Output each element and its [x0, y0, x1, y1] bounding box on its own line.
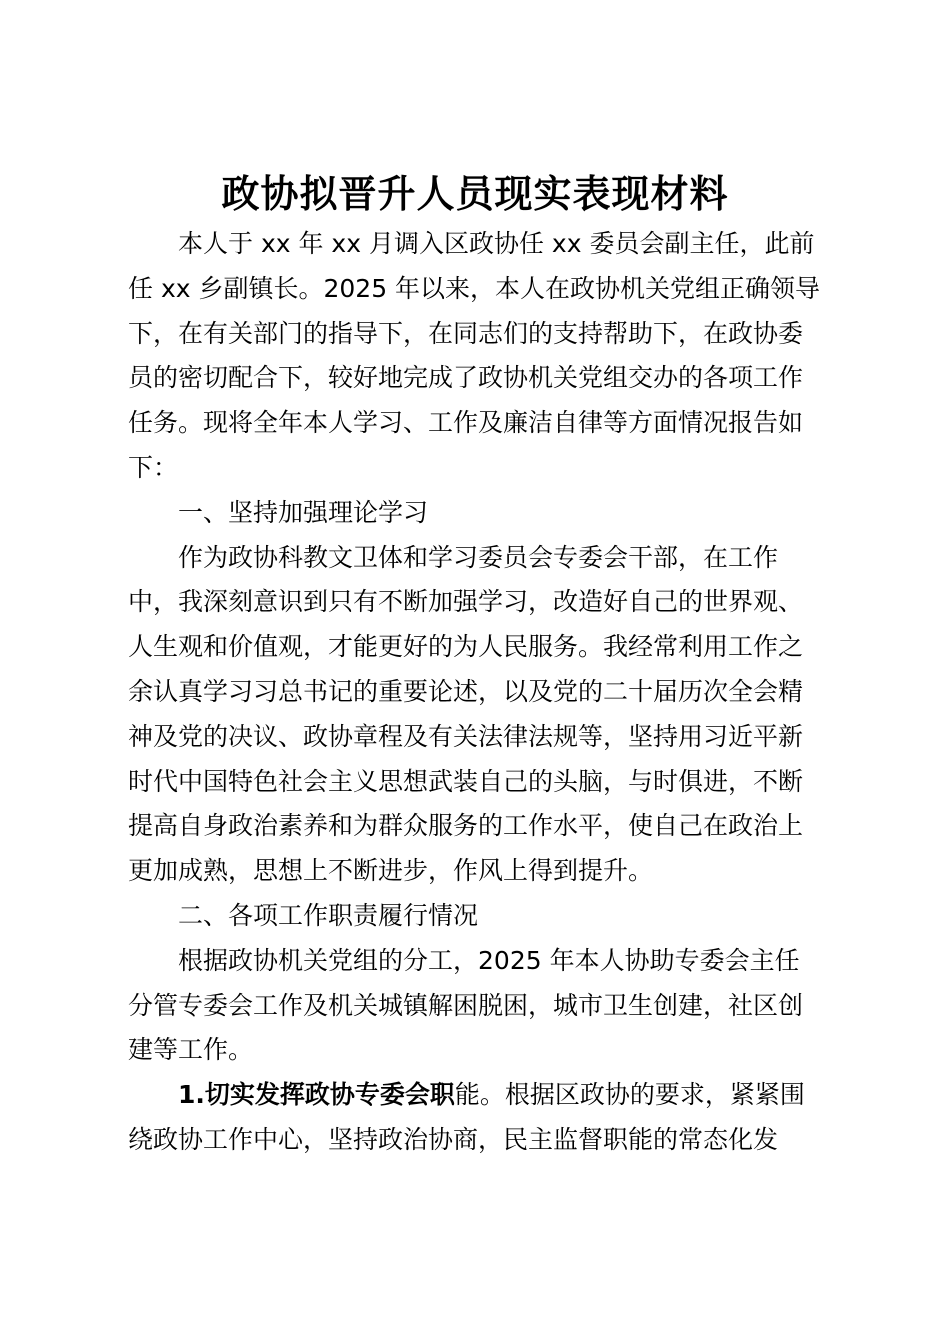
section-heading: 一、坚持加强理论学习 — [178, 497, 429, 527]
subsection-text: 能。根据区政协的要求，紧紧围 — [454, 1080, 805, 1110]
document-title: 政协拟晋升人员现实表现材料 — [221, 171, 729, 216]
paragraph-line: 建等工作。 — [128, 1035, 254, 1065]
paragraph-line: 分管专委会工作及机关城镇解困脱困，城市卫生创建，社区创 — [128, 990, 804, 1020]
document-body — [128, 222, 828, 1163]
section-heading: 二、各项工作职责履行情况 — [178, 900, 479, 930]
paragraph-line: 员的密切配合下，较好地完成了政协机关党组交办的各项工作 — [128, 363, 804, 393]
paragraph-line: 余认真学习习总书记的重要论述，以及党的二十届历次全会精 — [128, 676, 804, 706]
paragraph-line: 任 xx 乡副镇长。2025 年以来，本人在政协机关党组正确领导 — [128, 273, 821, 303]
paragraph-line: 人生观和价值观，才能更好的为人民服务。我经常利用工作之 — [128, 632, 804, 662]
paragraph-line: 下，在有关部门的指导下，在同志们的支持帮助下，在政协委 — [128, 318, 804, 348]
paragraph-line: 作为政协科教文卫体和学习委员会专委会干部，在工作 — [178, 542, 779, 572]
paragraph-line: 中，我深刻意识到只有不断加强学习，改造好自己的世界观、 — [128, 587, 804, 617]
paragraph-line: 提高自身政治素养和为群众服务的工作水平，使自己在政治上 — [128, 811, 804, 841]
paragraph-line: 神及党的决议、政协章程及有关法律法规等，坚持用习近平新 — [128, 721, 804, 751]
subsection-heading: 1.切实发挥政协专委会职 — [178, 1080, 455, 1110]
paragraph-line: 根据政协机关党组的分工，2025 年本人协助专委会主任 — [178, 945, 800, 975]
paragraph-line: 任务。现将全年本人学习、工作及廉洁自律等方面情况报告如 — [128, 408, 804, 438]
subsection-line — [128, 1073, 828, 1118]
paragraph-line: 时代中国特色社会主义思想武装自己的头脑，与时俱进，不断 — [128, 766, 804, 796]
paragraph-line: 更加成熟，思想上不断进步，作风上得到提升。 — [128, 856, 654, 886]
paragraph-line: 下： — [128, 452, 179, 482]
paragraph-line: 绕政协工作中心，坚持政治协商，民主监督职能的常态化发 — [128, 1124, 779, 1154]
paragraph-line: 本人于 xx 年 xx 月调入区政协任 xx 委员会副主任，此前 — [178, 229, 815, 258]
